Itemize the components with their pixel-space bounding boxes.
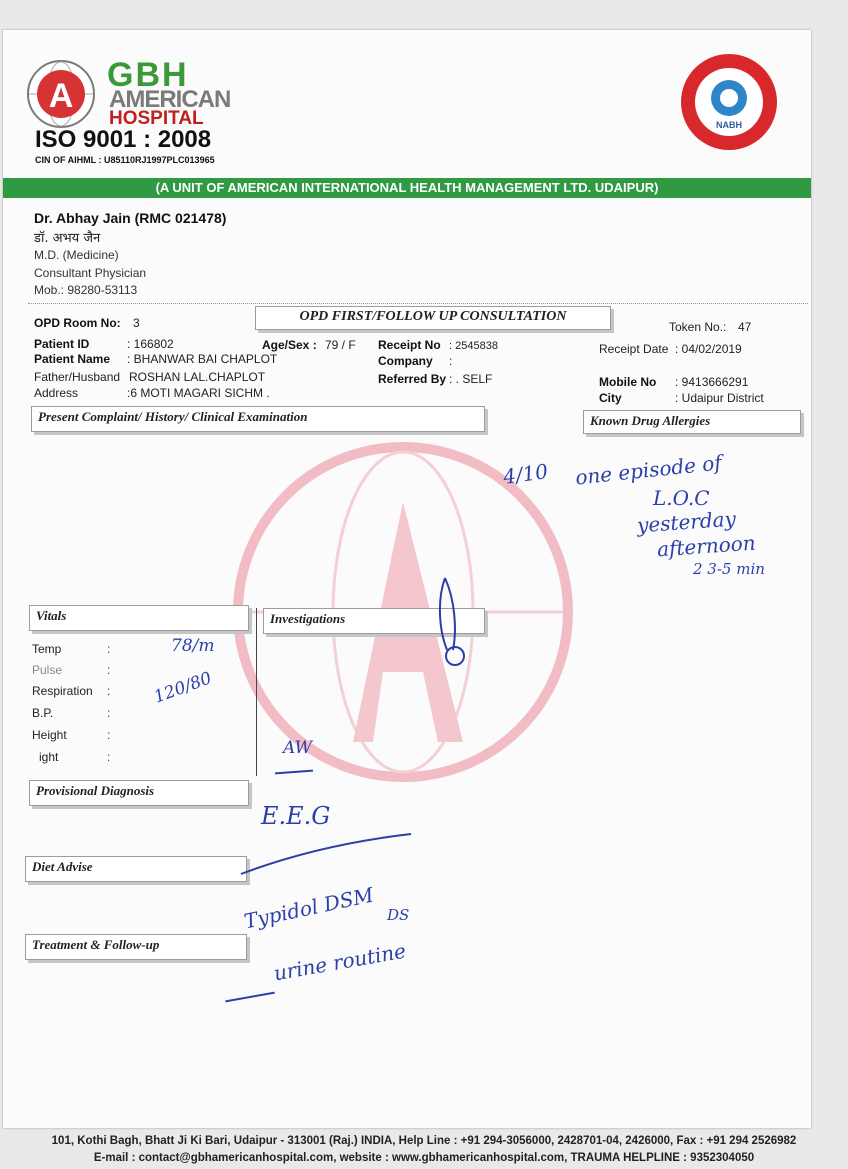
handwritten-complaint: one episode of [574, 450, 723, 490]
vital-bp: B.P. [32, 706, 54, 720]
nabh-label: NABH [716, 120, 742, 130]
patient-id-value: : 166802 [127, 337, 174, 351]
referred-value: : . SELF [449, 372, 493, 386]
handwritten-duration: 4/10 [501, 458, 550, 490]
brand-gbh: GBH [107, 56, 189, 94]
nabh-seal-icon [679, 52, 779, 152]
diet-header: Diet Advise [25, 856, 247, 882]
vital-respiration: Respiration [32, 684, 93, 698]
city-value: : Udaipur District [675, 391, 764, 405]
handwritten-treatment: Typidol DSM [241, 882, 376, 934]
doctor-title: Consultant Physician [34, 266, 147, 280]
handwritten-complaint: 2 3-5 min [693, 560, 765, 578]
mobile-label: Mobile No [599, 375, 657, 389]
investigations-header: Investigations [263, 608, 485, 634]
prescription-sheet [3, 30, 811, 1128]
handwritten-stroke [225, 992, 275, 1003]
company-value: : [449, 354, 453, 368]
handwritten-investigation: AW [283, 738, 313, 758]
address-label: Address [34, 386, 79, 400]
complaint-header: Present Complaint/ History/ Clinical Examination [31, 406, 485, 432]
opd-room-label: OPD Room No: [34, 316, 121, 330]
handwritten-investigation: E.E.G [261, 802, 331, 830]
footer-contact: E-mail : contact@gbhamericanhospital.com, website : www.gbhamericanhospital.com, TRAUMA HELPLINE : 9352304050 [93, 1152, 755, 1164]
opd-room-value: 3 [133, 316, 140, 330]
vital-temp: Temp [32, 642, 62, 656]
footer-address: 101, Kothi Bagh, Bhatt Ji Ki Bari, Udaipur - 313001 (Raj.) INDIA, Help Line : +91 294-3056000, 2428701-04, 2426000, Fax : +91 294 2526982 [51, 1135, 797, 1147]
vitals-divider [256, 608, 257, 776]
patient-name-label: Patient Name [34, 352, 111, 366]
handwritten-treatment: urine routine [271, 938, 408, 986]
patient-id-label: Patient ID [34, 337, 90, 351]
agesex-value: 79 / F [325, 338, 356, 352]
allergies-header: Known Drug Allergies [583, 410, 801, 434]
doctor-name-hindi: डॉ. अभय जैन [34, 231, 101, 246]
vital-colon: : [107, 663, 111, 677]
vital-colon: : [107, 750, 111, 764]
receipt-no-label: Receipt No [378, 338, 441, 352]
handwritten-complaint: afternoon [656, 530, 757, 562]
receipt-no-value: : 2545838 [449, 340, 498, 352]
handwritten-treatment: DS [387, 906, 410, 924]
mobile-value: : 9413666291 [675, 375, 749, 389]
brand-hospital: HOSPITAL [109, 108, 204, 129]
token-value: 47 [738, 320, 752, 334]
form-title: OPD FIRST/FOLLOW UP CONSULTATION [255, 306, 611, 330]
agesex-label: Age/Sex : [262, 338, 317, 352]
unit-banner: (A UNIT OF AMERICAN INTERNATIONAL HEALTH MANAGEMENT LTD. UDAIPUR) [3, 178, 811, 198]
handwritten-stroke [239, 830, 419, 880]
handwritten-complaint: yesterday [636, 506, 737, 538]
referred-label: Referred By [378, 372, 447, 386]
brand-american: AMERICAN [109, 86, 231, 113]
vital-colon: : [107, 684, 111, 698]
token-label: Token No.: [669, 320, 727, 334]
hospital-logo-icon [25, 58, 97, 130]
company-label: Company [378, 354, 433, 368]
vital-colon: : [107, 728, 111, 742]
logo-letter: A [48, 77, 74, 115]
address-value: :6 MOTI MAGARI SICHM . [127, 386, 270, 400]
city-label: City [599, 391, 622, 405]
doctor-mobile: Mob.: 98280-53113 [34, 283, 138, 297]
vital-pulse: Pulse [32, 663, 63, 677]
vital-colon: : [107, 642, 111, 656]
handwritten-pulse: 78/m [171, 636, 215, 656]
treatment-header: Treatment & Follow-up [25, 934, 247, 960]
vitals-header: Vitals [29, 605, 249, 631]
cin-number: CIN OF AIHML : U85110RJ1997PLC013965 [35, 155, 215, 165]
father-value: ROSHAN LAL.CHAPLOT [129, 370, 266, 384]
doctor-degree: M.D. (Medicine) [34, 248, 119, 262]
vital-height: Height [32, 728, 67, 742]
doctor-name: Dr. Abhay Jain (RMC 021478) [34, 210, 227, 226]
handwritten-complaint: L.O.C [653, 486, 710, 510]
iso-certification: ISO 9001 : 2008 [35, 126, 212, 153]
receipt-date-label: Receipt Date [599, 342, 669, 356]
receipt-date-value: : 04/02/2019 [675, 342, 742, 356]
father-label: Father/Husband [34, 370, 121, 384]
provisional-header: Provisional Diagnosis [29, 780, 249, 806]
handwritten-arrow [433, 570, 473, 670]
divider [28, 303, 808, 304]
patient-name-value: : BHANWAR BAI CHAPLOT [127, 352, 278, 366]
handwritten-bp: 120/80 [151, 668, 215, 708]
vital-weight: ight [39, 750, 59, 764]
vital-colon: : [107, 706, 111, 720]
